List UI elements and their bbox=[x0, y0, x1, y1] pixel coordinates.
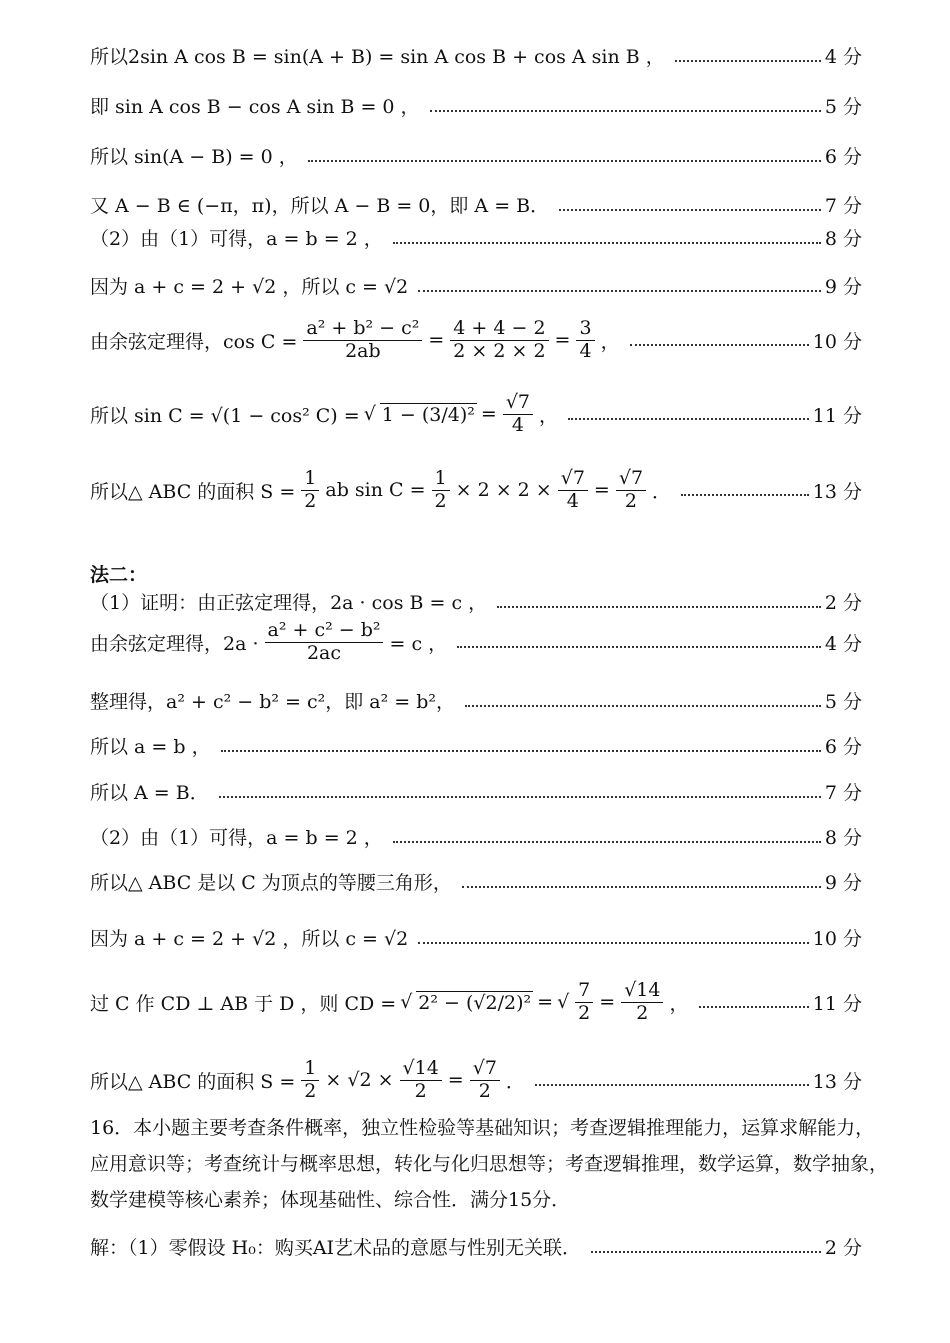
m2-line-4: 所以 a = b ， 6 分 bbox=[90, 732, 862, 759]
fraction: $\frac{√7}{4}$ bbox=[558, 468, 588, 513]
m1-line-8: 所以 sin C = √(1 − cos² C) = √ 1 − (3/4)² = $\frac{√7}{4}$ ， 11 分 bbox=[90, 392, 862, 437]
radical-sign bbox=[557, 991, 569, 1013]
score: 5 分 bbox=[824, 691, 862, 713]
score: 9 分 bbox=[824, 872, 862, 894]
dot-leader bbox=[699, 1006, 809, 1008]
score: 7 分 bbox=[824, 195, 862, 217]
score: 13 分 bbox=[812, 1070, 862, 1093]
dot-leader bbox=[465, 705, 821, 707]
fraction: $\frac{√14}{2}$ bbox=[621, 980, 663, 1025]
dot-leader bbox=[675, 60, 821, 62]
dot-leader bbox=[535, 1084, 809, 1086]
fraction: $\frac{√7}{2}$ bbox=[470, 1058, 500, 1103]
dot-leader bbox=[681, 494, 809, 496]
score: 13 分 bbox=[812, 480, 862, 503]
dot-leader bbox=[221, 750, 821, 752]
dot-leader bbox=[308, 160, 821, 162]
dot-leader bbox=[457, 646, 821, 648]
fraction: $\frac{\text{a² + c² − b²}}{2ac}$ bbox=[265, 620, 384, 665]
dot-leader bbox=[497, 606, 821, 608]
radical-sign bbox=[364, 403, 376, 425]
score: 10 分 bbox=[812, 928, 862, 950]
score: 4 分 bbox=[824, 632, 862, 655]
fraction: $\frac{3}{4}$ bbox=[576, 318, 594, 363]
m1-line-6: 因为 a + c = 2 + √2 ，所以 c = √2 9 分 bbox=[90, 272, 862, 299]
m1-line-7: 由余弦定理得，cos C = $\frac{\text{a² + b² − c²}}{2ab}$ = $\frac{4 + 4 - 2}{2 \times 2 \times 2}$ = $\frac{3}{4}$ ， 10 分 bbox=[90, 317, 862, 362]
fraction: $\frac{√7}{2}$ bbox=[616, 468, 646, 513]
fraction: $\frac{4 + 4 - 2}{2 \times 2 \times 2}$ bbox=[450, 318, 548, 363]
dot-leader bbox=[559, 209, 821, 211]
score: 5 分 bbox=[824, 96, 862, 118]
score: 6 分 bbox=[824, 736, 862, 758]
dot-leader bbox=[591, 1251, 821, 1253]
m1-line-5: （2）由（1）可得，a = b = 2 ， 8 分 bbox=[90, 224, 862, 251]
score: 8 分 bbox=[824, 827, 862, 849]
dot-leader bbox=[630, 344, 809, 346]
fraction: $\frac{7}{2}$ bbox=[575, 980, 593, 1025]
m1-line-1: 所以2sin A cos B = sin(A + B) = sin A cos B + cos A sin B ， 4 分 bbox=[90, 42, 862, 69]
m2-line-5: 所以 A = B． 7 分 bbox=[90, 778, 862, 805]
dot-leader bbox=[418, 290, 821, 292]
score: 11 分 bbox=[812, 992, 862, 1015]
fraction: $\frac{1}{2}$ bbox=[301, 468, 319, 513]
fraction: $\frac{√7}{4}$ bbox=[503, 392, 533, 437]
m2-line-6: （2）由（1）可得，a = b = 2 ， 8 分 bbox=[90, 823, 862, 850]
m2-line-10: 所以△ ABC 的面积 S = $\frac{1}{2}$ × √2 × $\frac{√14}{2}$ = $\frac{√7}{2}$ ． 13 分 bbox=[90, 1057, 862, 1102]
radical-sign bbox=[400, 991, 412, 1013]
dot-leader bbox=[430, 110, 821, 112]
score: 2 分 bbox=[824, 592, 862, 614]
dot-leader bbox=[393, 242, 821, 244]
m1-line-4: 又 A − B ∈ (−π，π)，所以 A − B = 0，即 A = B． 7 分 bbox=[90, 191, 862, 218]
method2-heading: 法二： bbox=[90, 564, 148, 586]
dot-leader bbox=[462, 886, 821, 888]
m2-line-3: 整理得，a² + c² − b² = c²，即 a² = b²， 5 分 bbox=[90, 687, 862, 714]
score: 8 分 bbox=[824, 228, 862, 250]
m1-line-9: 所以△ ABC 的面积 S = $\frac{1}{2}$ ab sin C = $\frac{1}{2}$ × 2 × 2 × $\frac{√7}{4}$ = $\frac{√7}{2}$ ． 13 分 bbox=[90, 467, 862, 512]
dot-leader bbox=[568, 418, 809, 420]
dot-leader bbox=[418, 942, 809, 944]
m1-line-2: 即 sin A cos B − cos A sin B = 0 ， 5 分 bbox=[90, 92, 862, 119]
m2-line-2: 由余弦定理得，2a · $\frac{\text{a² + c² − b²}}{2ac}$ = c ， 4 分 bbox=[90, 619, 862, 664]
fraction: $\frac{1}{2}$ bbox=[301, 1058, 319, 1103]
score: 9 分 bbox=[824, 276, 862, 298]
q16-solution-line: 解：（1）零假设 H₀：购买AI艺术品的意愿与性别无关联． 2 分 bbox=[90, 1233, 862, 1260]
m1-line-3: 所以 sin(A − B) = 0 ， 6 分 bbox=[90, 142, 862, 169]
dot-leader bbox=[393, 841, 821, 843]
m2-line-1: （1）证明：由正弦定理得，2a · cos B = c ， 2 分 bbox=[90, 588, 862, 615]
score: 4 分 bbox=[824, 46, 862, 68]
dot-leader bbox=[219, 796, 821, 798]
score: 7 分 bbox=[824, 782, 862, 804]
fraction: $\frac{\text{a² + b² − c²}}{2ab}$ bbox=[303, 318, 422, 363]
score: 2 分 bbox=[824, 1237, 862, 1259]
m2-line-7: 所以△ ABC 是以 C 为顶点的等腰三角形， 9 分 bbox=[90, 868, 862, 895]
m2-line-8: 因为 a + c = 2 + √2 ，所以 c = √2 10 分 bbox=[90, 924, 862, 951]
score: 6 分 bbox=[824, 146, 862, 168]
fraction: $\frac{1}{2}$ bbox=[432, 468, 450, 513]
score: 11 分 bbox=[812, 404, 862, 427]
fraction: $\frac{√14}{2}$ bbox=[400, 1058, 442, 1103]
q16-intro: 16．本小题主要考查条件概率，独立性检验等基础知识；考查逻辑推理能力，运算求解能力，应用意识等；考查统计与概率思想，转化与化归思想等；考查逻辑推理，数学运算，数学抽象，数学建模等核心素养；体现基础性、综合性．满分15分． bbox=[90, 1117, 889, 1211]
m2-line-9: 过 C 作 CD ⊥ AB 于 D ，则 CD = √ 2² − (√2/2)² = √ $\frac{7}{2}$ = $\frac{√14}{2}$ ， 11 分 bbox=[90, 980, 862, 1025]
score: 10 分 bbox=[812, 330, 862, 353]
